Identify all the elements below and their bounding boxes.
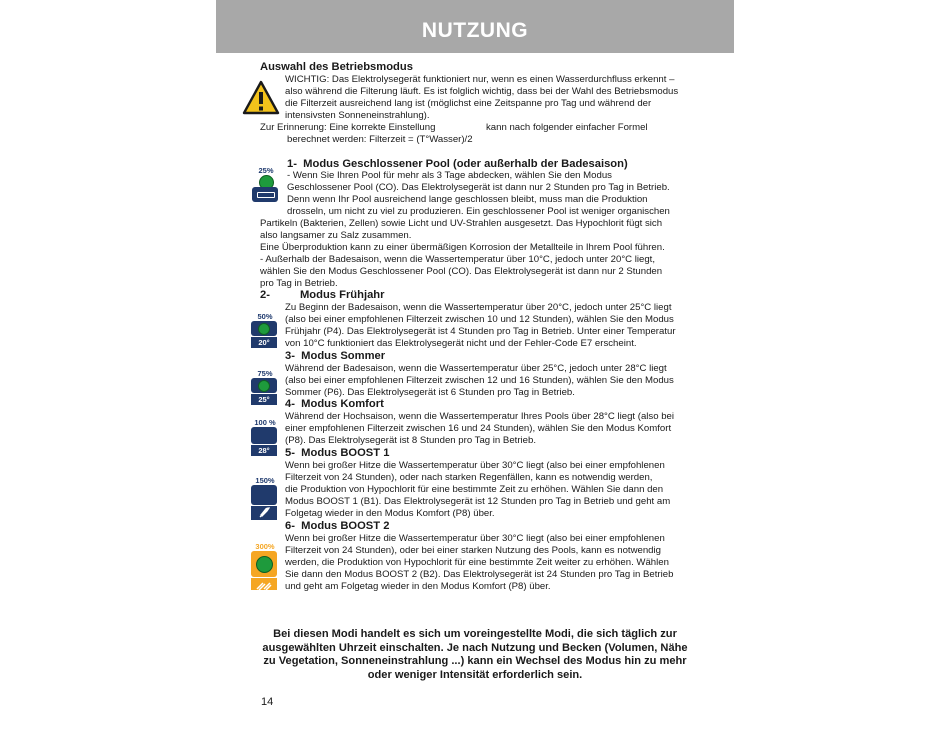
mode-line: Partikeln (Bakterien, Zellen) sowie Licht und UV-Strahlen ausgesetzt. Das Hypochlorit fügt sich [260,218,663,229]
closing-line: Bei diesen Modi handelt es sich um voreingestellte Modi, die sich täglich zur [273,628,677,640]
mode-line: einer empfohlenen Filterzeit zwischen 16 und 24 Stunden), wählen Sie den Modus Komfort [285,423,672,435]
formula-text: berechnet werden: Filterzeit = (T°Wasser)/2 [287,134,473,145]
mode-number: 2- [260,289,270,301]
temperature-badge: 28° [251,445,277,456]
mode-percent: 75% [257,369,273,378]
intro-line: WICHTIG: Das Elektrolysegerät funktioniert nur, wenn es einen Wasserdurchfluss erkennt – [285,74,675,85]
mode-5-text [285,460,670,520]
mode-6-heading [285,520,389,533]
reminder-text: Zur Erinnerung: Eine korrekte Einstellung [260,122,436,133]
mode-line: (also bei einer empfohlenen Filterzeit zwischen 10 und 12 Stunden), wählen Sie den Modus [285,314,674,326]
intro-heading: Auswahl des Betriebsmodus [260,61,413,73]
mode-line: Wenn bei großer Hitze die Wassertemperatur über 30°C liegt (also bei einer empfohlenen [285,533,665,544]
mode-line: (also bei einer empfohlenen Filterzeit zwischen 12 und 16 Stunden), wählen Sie den Modus [285,375,674,387]
mode-3-text [285,363,674,399]
mode-number: 3- [285,350,295,362]
mode-4-text [285,411,674,447]
mode-percent: 100 % [254,418,276,427]
mode-line: (P8). Das Elektrolysegerät ist 8 Stunden pro Tag in Betrieb. [285,435,536,447]
intro-text [285,74,678,122]
mode-3-heading [285,350,385,363]
mode-number: 5- [285,447,295,459]
status-dot-icon [258,323,270,335]
mode-line: und geht am Folgetag wieder in den Modus Komfort (P8) über. [285,581,551,593]
mode-line: Filterzeit von 24 Stunden), oder bei einer starken Nutzung des Pools, kann es notwendig [285,545,661,557]
mode-line: - Außerhalb der Badesaison, wenn die Wassertemperatur über 10°C, jedoch unter 20°C liegt, [260,254,656,266]
mode-box [251,378,277,393]
mode-percent: 150% [255,476,275,485]
mode-2-icon [251,312,279,348]
warning-icon [242,80,280,116]
mode-title: Modus Sommer [301,350,386,362]
closing-note [250,628,700,682]
mode-2-text [285,302,676,350]
mode-line: Zu Beginn der Badesaison, wenn die Wassertemperatur über 20°C, jedoch unter 25°C liegt [285,302,672,313]
mode-6-text [285,533,673,593]
mode-5-icon [251,476,279,520]
status-dot-icon [256,556,273,573]
mode-line: Wenn bei großer Hitze die Wassertemperatur über 30°C liegt (also bei einer empfohlenen [285,460,665,471]
mode-line: Frühjahr (P4). Das Elektrolysegerät ist 4 Stunden pro Tag in Betrieb. Unter einer Temperatur [285,326,676,338]
mode-line: Während der Badesaison, wenn die Wassertemperatur über 25°C, jedoch unter 28°C liegt [285,363,667,374]
intro-line: also während die Filterung läuft. Es ist folglich wichtig, dass bei der Wahl des Betriebsmodus [285,86,679,98]
temperature-badge: 20° [251,337,277,348]
mode-line: Eine Überproduktion kann zu einer übermäßigen Korrosion der Metallteile in Ihrem Pool führen. [260,242,665,254]
mode-line: Folgetag wieder in den Modus Komfort (P8) über. [285,508,495,520]
mode-1-icon [252,166,280,202]
mode-line: - Wenn Sie Ihren Pool für mehr als 3 Tage abdecken, wählen Sie den Modus [287,170,612,181]
mode-box [251,485,277,505]
intro-line: die Filterzeit ausreichend lang ist (möglichst eine Zeitspanne pro Tag und während der [285,98,652,110]
mode-title: Modus Geschlossener Pool (oder außerhalb der Badesaison) [303,158,628,170]
mode-6-icon [251,542,279,590]
mode-line: die Produktion von Hypochlorit für eine bestimmte Zeit zu erhöhen. Wählen Sie dann den [285,484,664,496]
boost-box [251,551,277,577]
mode-line: Modus BOOST 1 (B1). Das Elektrolysegerät ist 12 Stunden pro Tag in Betrieb und geht am [285,496,671,508]
mode-line: Während der Hochsaison, wenn die Wassertemperatur Ihres Pools über 28°C liegt (also bei [285,411,675,422]
mode-number: 6- [285,520,295,532]
closing-line: oder weniger Intensität erforderlich sein. [367,668,583,681]
mode-line: Geschlossener Pool (CO). Das Elektrolysegerät ist dann nur 2 Stunden pro Tag in Betrieb. [287,182,670,194]
temperature-badge: 25° [251,394,277,405]
mode-5-heading [285,447,389,460]
mode-percent: 300% [255,542,275,551]
mode-1-text-a [287,170,670,218]
mode-1-text-b [260,218,665,291]
status-dot-icon [258,380,270,392]
reminder-text: kann nach folgender einfacher Formel [486,122,648,133]
mode-title: Modus BOOST 1 [301,447,390,459]
mode-line: drosseln, um nicht zu viel zu produzieren. Ein geschlossener Pool ist weniger organischen [287,206,670,218]
mode-line: also langsamer zu Salz zusammen. [260,230,412,242]
mode-line: wählen Sie den Modus Geschlossener Pool (CO). Das Elektrolysegerät ist dann nur 2 Stunden [260,266,663,278]
mode-title: Modus Komfort [301,398,384,410]
mode-line: Denn wenn Ihr Pool ausreichend lange geschlossen bleibt, muss man die Produktion [287,194,648,206]
mode-title: Modus BOOST 2 [301,520,390,532]
mode-4-heading [285,398,384,411]
mode-4-icon [251,418,279,456]
mode-line: Sie dann den Modus BOOST 2 (B2). Das Elektrolysegerät ist 24 Stunden pro Tag in Betrieb [285,569,674,581]
mode-box [251,321,277,336]
double-rocket-icon [251,578,277,590]
rocket-icon [251,506,277,520]
mode-number: 4- [285,398,295,410]
mode-title: Modus Frühjahr [299,289,385,301]
mode-line: von 10°C funktioniert das Elektrolysegerät nicht und der Fehler-Code E7 erscheint. [285,338,637,350]
mode-line: Filterzeit von 24 Stunden), oder nach starken Regenfällen, kann es notwendig werden, [285,472,653,484]
mode-box [251,427,277,444]
page-number: 14 [261,696,274,708]
mode-3-icon [251,369,279,405]
mode-percent: 50% [257,312,273,321]
mode-line: werden, die Produktion von Hypochlorit für eine bestimmte Zeit weiter zu erhöhen. Wählen [285,557,669,569]
mode-percent: 25% [258,166,274,175]
pool-cover-icon [252,187,278,202]
closing-line: ausgewählten Uhrzeit einschalten. Je nach Nutzung und Becken (Volumen, Nähe [262,641,688,654]
mode-line: pro Tag in Betrieb. [260,278,338,290]
closing-line: zu Vegetation, Sonneneinstrahlung ...) kann ein Wechsel des Modus hin zu mehr [263,655,687,667]
mode-number: 1- [287,158,297,170]
mode-line: Sommer (P6). Das Elektrolysegerät ist 6 Stunden pro Tag in Betrieb. [285,387,575,399]
mode-2-heading [260,289,384,302]
intro-line: intensivsten Sonneneinstrahlung). [285,110,430,122]
section-title: NUTZUNG [421,19,529,42]
section-header [216,0,734,53]
